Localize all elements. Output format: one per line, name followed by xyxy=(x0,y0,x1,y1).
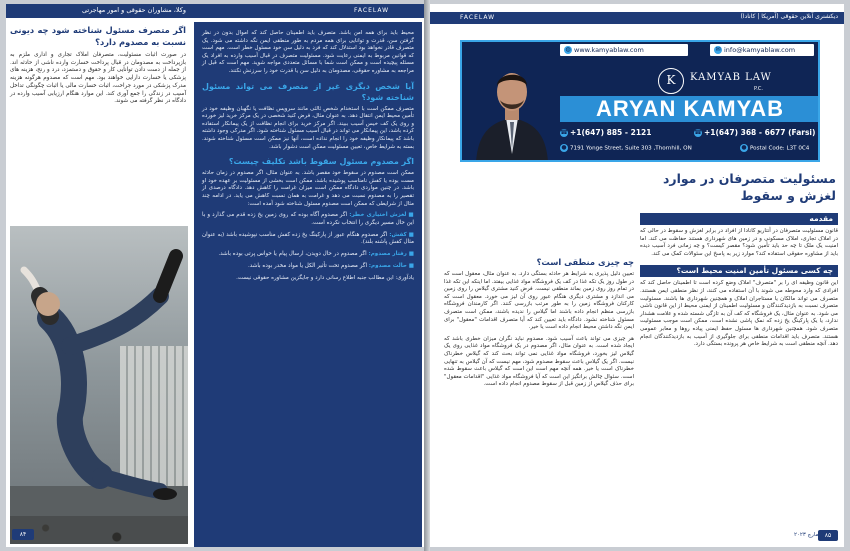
fault-example-tag: لغزش اختیاری خطر: xyxy=(349,212,407,219)
liability-debts-body: در صورت اثبات مسئولیت، متصرفان املاک تجاری و اداری ملزم به بازپرداخت به مصدومان در قبال پرداخت خسارت وارده ناشی از حادثه اند. از جمله از دست دادن توانایی کار و حقوق و دستمزد، درد و رنج، هزینه های پزشکی یا خسارت دارایی خواهند بود. مهم است که مصدوم هرگونه هزینه مدرک پزشکی در مورد جراحت، اثبات خسارت مالی یا اثبات چگونگی تداخل آسیب در زندگی را جمع آوری کند. این موارد هنگام ارزیابی آسیب وارده در دادگاه در نظر گرفته می شوند. xyxy=(10,52,186,105)
liability-debts-heading: اگر متصرف مسئول شناخته شود چه دیونی نسبت به مصدوم دارد؟ xyxy=(10,25,186,47)
ad-contact-strip xyxy=(560,42,818,58)
kamyab-law-logo xyxy=(658,66,788,100)
right-page xyxy=(430,4,844,547)
liability-debts-column xyxy=(10,24,186,106)
reasonable-column xyxy=(444,256,634,389)
intro-body: قانون مسئولیت متصرفان در آنتاریو کانادا از افراد در برابر لغزش و سقوط در حالی که در املاک تجاری، املاک مسکونی و در زمین های شهرداری هستند حفاظت می کند. اما امنیت یک ملک تا چه حد باید تأمین شود؟ مقصر کیست؟ و چه زمانی فرد آسیب دیده باید از مشاوره حقوقی استفاده کند؟ موارد زیر به پاسخ این سئوالات کمک می کند. xyxy=(640,228,838,257)
article-title: مسئولیت متصرفان در موارد لغزش و سقوط xyxy=(662,171,836,203)
responsibility-section-bar: چه کسی مسئول تأمین امنیت محیط است؟ xyxy=(640,265,838,277)
middle-paragraph-3: ممکن است مصدوم در سقوط خود مقصر باشد. به عنوان مثال، اگر مصدوم در زمان حادثه مست بوده یا کفش نامناسب پوشیده باشد، ممکن است بخشی از مسئولیت بر عهده خود او باشد. در چنین مواردی دادگاه ممکن است میزان غرامت را کاهش دهد. دادگاه درصدی از تقصیر را به مصدوم نسبت می دهد و غرامت به همان نسبت کاهش می یابد. در ادامه چند مثال از شرایطی که ممکن است مصدوم مسئول شناخته شود آمده است: xyxy=(202,170,414,207)
globe-icon: ◍ xyxy=(565,46,571,53)
spacer xyxy=(640,258,838,262)
ad-phone-main-text: +1(647) 885 - 2121 xyxy=(570,128,652,137)
bullet-icon: ■ xyxy=(406,231,414,238)
intro-column xyxy=(640,210,838,349)
bullet-icon: ■ xyxy=(406,250,414,257)
location-pin-icon: ● xyxy=(741,144,747,151)
intro-section-bar: مقدمه xyxy=(640,213,838,225)
ad-email-text: info@kamyablaw.com xyxy=(724,46,796,54)
left-header-bar xyxy=(6,4,426,18)
third-party-heading: آیا شخص دیگری غیر از متصرف می تواند مسئول شناخته شود؟ xyxy=(202,81,414,102)
reasonable-body: تعیین دلیل پذیری به شرایط هر حادثه بستگی دارد. به عنوان مثال، معقول است که در طول روز یک تکه غذا در کف یک فروشگاه مواد غذایی بیفتد. اما اینکه این تکه غذا در تمام روز روی زمین بماند منطقی نیست. فرض کنید مشتری گیلاس را روی زمین می اندازد و مشتری دیگری هنگام عبور روی آن لیز می خورد. معقول است که کارکنان فروشگاه زمین را به طور مرتب بازرسی کنند. اگر کارمندان فروشگاه بازرسی منظم انجام داده باشند اما گیلاس را ندیده باشند، ممکن است متصرف مسئول شناخته نشود. دادگاه باید تعیین کند که آیا متصرف اقدامات "معقول" برای ایمن نگه داشتن محیط انجام داده است یا خیر. xyxy=(443,271,634,331)
left-page xyxy=(6,4,426,547)
middle-blue-column xyxy=(194,22,422,547)
reasonable-heading: چه چیزی منطقی است؟ xyxy=(536,257,634,267)
responsibility-body: این قانون وظیفه ای را بر "متصرف" املاک وضع کرده است تا اطمینان حاصل کند که افرادی که وارد محوطه می شوند با آن استفاده می کنند، از نظر منطقی ایمن هستند. متصرف می تواند مالکان یا مستاجران املاک و همچنین شهرداری ها باشند. مسئولیت متصرف نسبت به بازدیدکنندگان و مسئولیت اطمینان از ایمنی محیط از این قانون ناشی می شود. به عنوان مثال، یک فروشگاه که کف آن به تازگی شسته شده و علامت هشدار ندارد، یا یک پارکینگ یخ زده که نمک پاشی نشده است، ممکن است موجب مسئولیت متصرف شود. همچنین شهرداری ها مسئول حفظ ایمنی پیاده روها و معابر عمومی هستند. متصرف باید اقدامات منطقی برای جلوگیری از آسیب به بازدیدکنندگان انجام دهد. آنچه منطقی است به شرایط خاص هر پرونده بستگی دارد. xyxy=(640,280,838,348)
injured-fault-heading: اگر مصدوم مسئول سقوط باشد تکلیف چیست؟ xyxy=(228,157,414,167)
logo-subtext: P.C. xyxy=(754,86,763,92)
ad-postal-code xyxy=(740,144,809,152)
left-page-number: ۸۴ xyxy=(12,529,34,540)
lawyer-portrait xyxy=(472,54,552,162)
fault-example-tag: رفتار مصدوم: xyxy=(368,250,407,257)
ad-lawyer-name: ARYAN KAMYAB xyxy=(560,96,820,122)
fault-example-item xyxy=(202,251,414,259)
reasonable-body-2: هر چیزی می تواند باعث آسیب شود. مصدوم نباید نگران میزان خطری باشد که ایجاد شده است. به عنوان مثال، اگر مصدوم در یک فروشگاه مواد غذایی روی یک گیلاس لیز بخورد، فروشگاه مواد غذایی نمی تواند بحث کند که گیلاس خطرناک نیست. اگر یک گیلاس باعث سقوط مصدوم شود، مهم نیست که آن گیلاس به تنهایی خطرناک است یا خیر. همه آنچه مهم است این است که گیلاس باعث سقوط شده است. سئوال چالش برانگیز این است که آیا فروشگاه مواد غذایی "اقدامات معقول" برای حذف گیلاس از زمین قبل از سقوط مصدوم انجام داده است. xyxy=(444,335,634,388)
right-header-brand: FACELAW xyxy=(460,14,496,21)
falling-person-figure xyxy=(10,226,188,544)
kamyab-law-advertisement xyxy=(460,40,820,162)
left-header-brand: FACELAW xyxy=(354,7,390,14)
fault-example-item xyxy=(202,212,414,227)
ad-phone-farsi-text: +1(647) 368 - 6677 (Farsi) xyxy=(704,128,816,137)
fault-example-item xyxy=(202,263,414,271)
fault-example-text: اگر مصدوم در حال دویدن، ارسال پیام یا حواس پرتی بوده باشد. xyxy=(218,250,367,257)
ad-website-text: www.kamyablaw.com xyxy=(574,46,644,54)
ad-address-text: 7191 Yonge Street, Suite 303 ,Thornhill, ON xyxy=(570,145,692,152)
ad-email[interactable] xyxy=(710,44,814,56)
middle-paragraph-1: محیط باید برای همه امن باشد. متصرف باید اطمینان حاصل کند که اموال بدون در نظر گرفتن سن، قدرت و توانایی برای همه مردم به طور منطقی ایمن نگه داشته می شود. یک متصرف قادر نخواهد بود استدلال کند که فرد به دلیل سن خود مسئول خطر است. مهم است که قوانین مربوط به ایمنی رعایت شود. مسئولیت متصرف در قبال آسیب وارده به افراد یک مسئله پیچیده است و ممکن است شما با مسائل متعددی مواجه شوید. مهم است که قبل از مراجعه به مشاوره حقوقی، مصدومان به دلیل سن یا قدرت خود را سرزنش نکنند. xyxy=(202,30,414,74)
right-footer-date: مارچ ۲۰۲۳ xyxy=(794,532,819,538)
slip-fall-photo xyxy=(10,226,188,544)
right-header-bar xyxy=(430,12,844,24)
middle-paragraph-2: متصرف ممکن است با استخدام شخص ثالثی مانند سرویس نظافت یا نگهبان وظیفه خود در تأمین محیط ایمن انتقال دهد. به عنوان مثال، فرض کنید شخصی در یک مرکز خرید لیز خورده و روی یک کف خیس آسیب ببیند. اگر مرکز خرید برای انجام نظافت از یک پیمانکار استفاده کرده باشد، این پیمانکار می تواند در قبال آسیب مسئول شناخته شود. اگر مدرکی وجود داشته باشد که پیمانکار وظیفه خود را انجام نداده است، آنها نیز ممکن است مسئول شناخته شوند. بسته به شرایط خاص، تعیین مسئولیت ممکن است دشوار باشد. xyxy=(202,105,414,150)
phone-icon: ☎ xyxy=(694,129,702,136)
left-header-label: وکلا، مشاوران حقوقی و امور مهاجرتی xyxy=(81,6,186,14)
fault-example-tag: حالت مصدوم: xyxy=(368,262,407,269)
ad-address xyxy=(560,144,692,152)
bullet-icon: ■ xyxy=(406,262,414,269)
fault-example-tag: کفش: xyxy=(389,231,407,238)
ad-postal-text: Postal Code: L3T 0C4 xyxy=(750,145,810,152)
ad-phone-farsi[interactable] xyxy=(694,128,815,137)
fault-example-text: اگر مصدوم آگاه بوده که روی زمین یخ زده قدم می گذارد و با این حال مسیر دیگری را انتخاب نکرده است. xyxy=(202,212,414,226)
phone-icon: ☎ xyxy=(560,129,568,136)
ad-phone-main[interactable] xyxy=(560,128,652,137)
fault-example-text: اگر مصدوم هنگام عبور از پارکینگ یخ زده کفش مناسب نپوشیده باشد (به عنوان مثال کفش پاشنه بلند). xyxy=(202,231,414,246)
right-header-label: دیکشنری آنلاین حقوقی (آمریکا | کانادا) xyxy=(740,13,838,20)
mail-icon: ✉ xyxy=(715,46,721,53)
location-pin-icon: ● xyxy=(561,144,567,151)
bullet-icon: ■ xyxy=(406,212,415,219)
fault-example-item xyxy=(202,232,414,247)
fault-example-text: اگر مصدوم تحت تأثیر الکل یا مواد مخدر بوده باشد. xyxy=(247,262,368,269)
logo-text: KAMYAB LAW xyxy=(690,72,772,83)
logo-monogram: K xyxy=(658,68,684,94)
ad-website[interactable] xyxy=(560,44,688,56)
right-page-number: ۸۵ xyxy=(818,530,838,541)
middle-closing-note: یادآوری: این مطالب جنبه اطلاع رسانی دارد و جایگزین مشاوره حقوقی نیست. xyxy=(236,275,414,282)
